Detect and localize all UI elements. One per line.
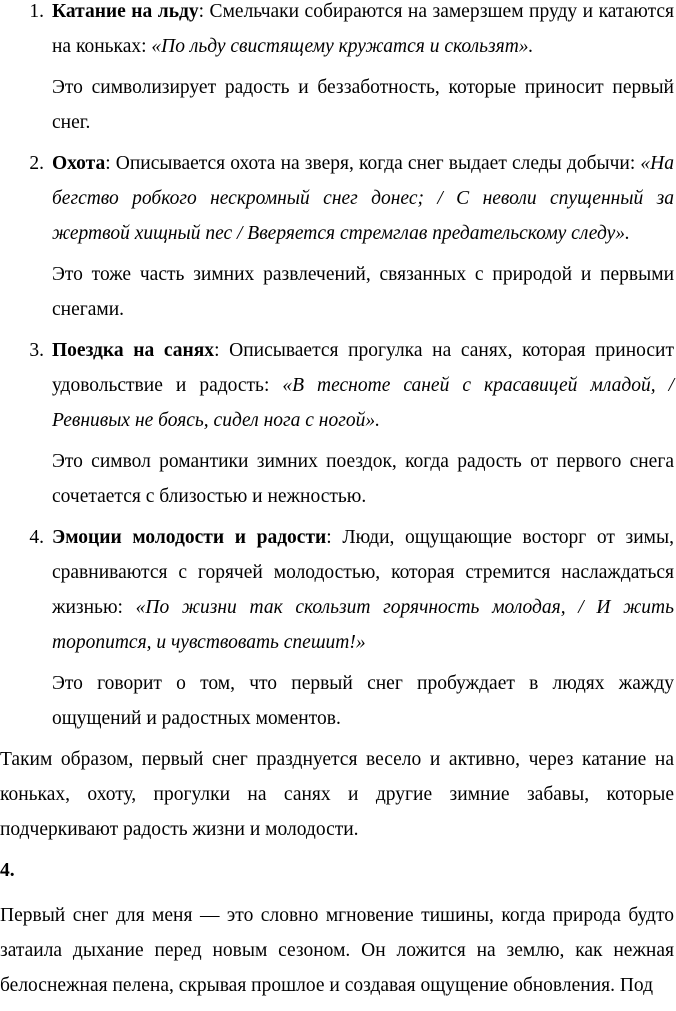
item-note: Это тоже часть зимних развлечений, связанных с природой и первыми снегами. xyxy=(52,264,674,320)
item-number: 3. xyxy=(29,340,44,361)
item-text: : Смельчаки собираются на замерзшем пруду и катаются на коньках: xyxy=(52,1,675,57)
item-quote: «В тесноте саней с красавицей младой, / Ревнивых не боясь, сидел нога с ногой». xyxy=(52,375,674,431)
item-note: Это говорит о том, что первый снег пробуждает в людях жажду ощущений и радостных моментов. xyxy=(52,673,674,729)
item-number: 2. xyxy=(29,153,44,174)
section-heading: 4. xyxy=(0,860,15,881)
item-quote: «На бегство робкого нескромный снег донес; / С неволи спущенный за жертвой хищный пес / Вверяется стремглав предательскому следу». xyxy=(52,153,674,244)
list-item xyxy=(0,520,674,736)
item-note: Это символизирует радость и беззаботность, которые приносит первый снег. xyxy=(52,77,674,133)
item-number: 4. xyxy=(29,527,44,548)
list-item xyxy=(0,146,674,327)
item-note: Это символ романтики зимних поездок, когда радость от первого снега сочетается с близостью и нежностью. xyxy=(52,451,674,507)
item-quote: «По жизни так скользит горячность молодая, / И жить торопится, и чувствовать спешит!» xyxy=(52,597,675,653)
item-term: Охота xyxy=(52,153,106,174)
final-paragraph: Первый снег для меня — это словно мгновение тишины, когда природа будто затаила дыхание перед новым сезоном. Он ложится на землю, как нежная белоснежная пелена, скрывая прошлое и создавая ощущение обновления. Под xyxy=(0,905,674,996)
conclusion-paragraph: Таким образом, первый снег празднуется весело и активно, через катание на коньках, охоту, прогулки на санях и другие зимние забавы, которые подчеркивают радость жизни и молодости. xyxy=(0,749,674,840)
item-text: : Люди, ощущающие восторг от зимы, сравниваются с горячей молодостью, которая стремится наслаждаться жизнью: xyxy=(52,527,674,618)
item-quote: «По льду свистящему кружатся и скользят». xyxy=(151,36,534,57)
list-item xyxy=(0,0,674,140)
item-term: Эмоции молодости и радости xyxy=(52,527,327,548)
item-text: : Описывается прогулка на санях, которая приносит удовольствие и радость: xyxy=(52,340,674,396)
list-item xyxy=(0,333,674,514)
item-term: Поездка на санях xyxy=(52,340,215,361)
item-term: Катание на льду xyxy=(52,1,199,22)
item-number: 1. xyxy=(29,1,44,22)
item-text: : Описывается охота на зверя, когда снег выдает следы добычи: xyxy=(105,153,641,174)
